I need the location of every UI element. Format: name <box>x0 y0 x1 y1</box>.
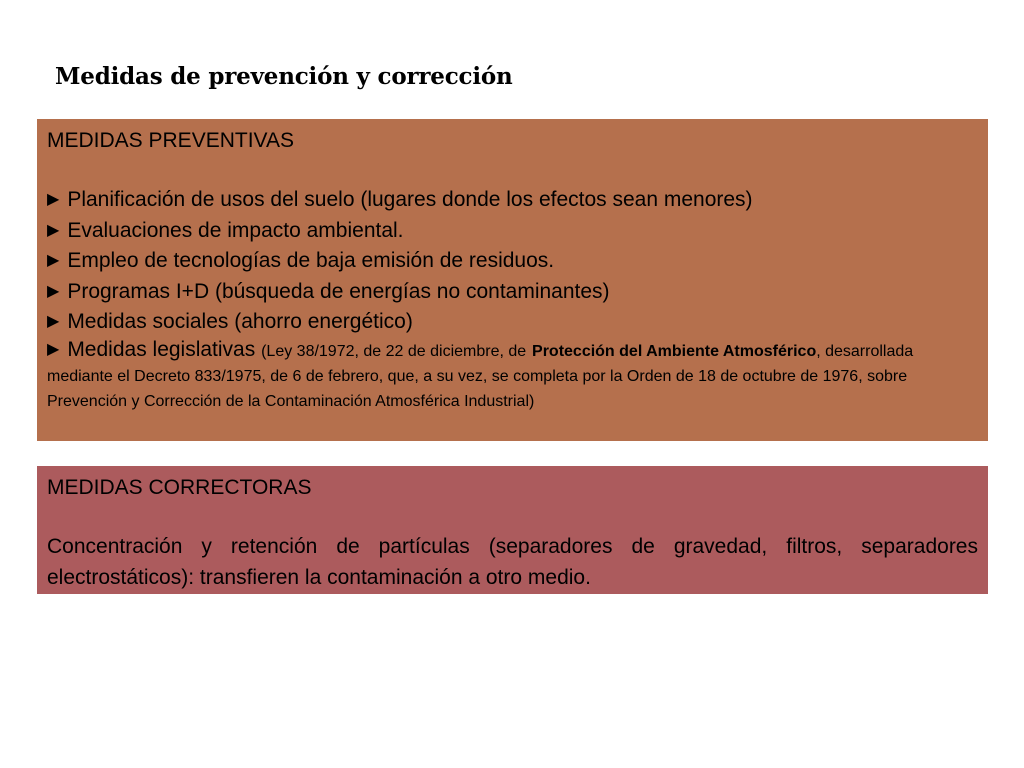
preventive-heading: MEDIDAS PREVENTIVAS <box>47 129 294 152</box>
legislative-law-name: Protección del Ambiente Atmosférico <box>532 342 817 360</box>
triangle-right-icon: ▶ <box>47 313 60 330</box>
list-item-text: Planificación de usos del suelo (lugares donde los efectos sean menores) <box>67 188 753 211</box>
legislative-text-1: (Ley 38/1972, de 22 de diciembre, de <box>261 342 527 360</box>
preventive-measures-box <box>37 119 988 441</box>
legislative-label: Medidas legislativas <box>67 337 256 361</box>
corrective-body: Concentración y retención de partículas (separadores de gravedad, filtros, separadores electrostáticos): transfieren la contaminación a otro medio. <box>47 535 978 589</box>
corrective-measures-box <box>37 466 988 594</box>
triangle-right-icon: ▶ <box>47 340 60 358</box>
triangle-right-icon: ▶ <box>47 191 60 208</box>
list-item-text: Empleo de tecnologías de baja emisión de residuos. <box>67 249 555 272</box>
list-item-text: Programas I+D (búsqueda de energías no contaminantes) <box>67 279 610 303</box>
list-item <box>47 246 978 277</box>
list-item-legislative <box>47 338 978 413</box>
corrective-heading: MEDIDAS CORRECTORAS <box>47 476 312 499</box>
list-item <box>47 185 978 216</box>
legislative-text-2: , desarrollada mediante el Decreto 833/1975, de 6 de febrero, que, a su vez, se completa por la Orden de 18 de octubre de 1976, sobre Prevención y Corrección de la Contaminación Atmosférica Industrial) <box>47 342 914 410</box>
list-item <box>47 277 978 308</box>
slide-title: Medidas de prevención y corrección <box>55 63 513 90</box>
list-item-text: Medidas sociales (ahorro energético) <box>67 310 413 333</box>
triangle-right-icon: ▶ <box>47 221 60 239</box>
triangle-right-icon: ▶ <box>47 252 60 269</box>
list-item <box>47 307 978 338</box>
list-item <box>47 216 978 247</box>
triangle-right-icon: ▶ <box>47 282 60 300</box>
preventive-list <box>47 185 978 413</box>
list-item-text: Evaluaciones de impacto ambiental. <box>67 218 404 242</box>
